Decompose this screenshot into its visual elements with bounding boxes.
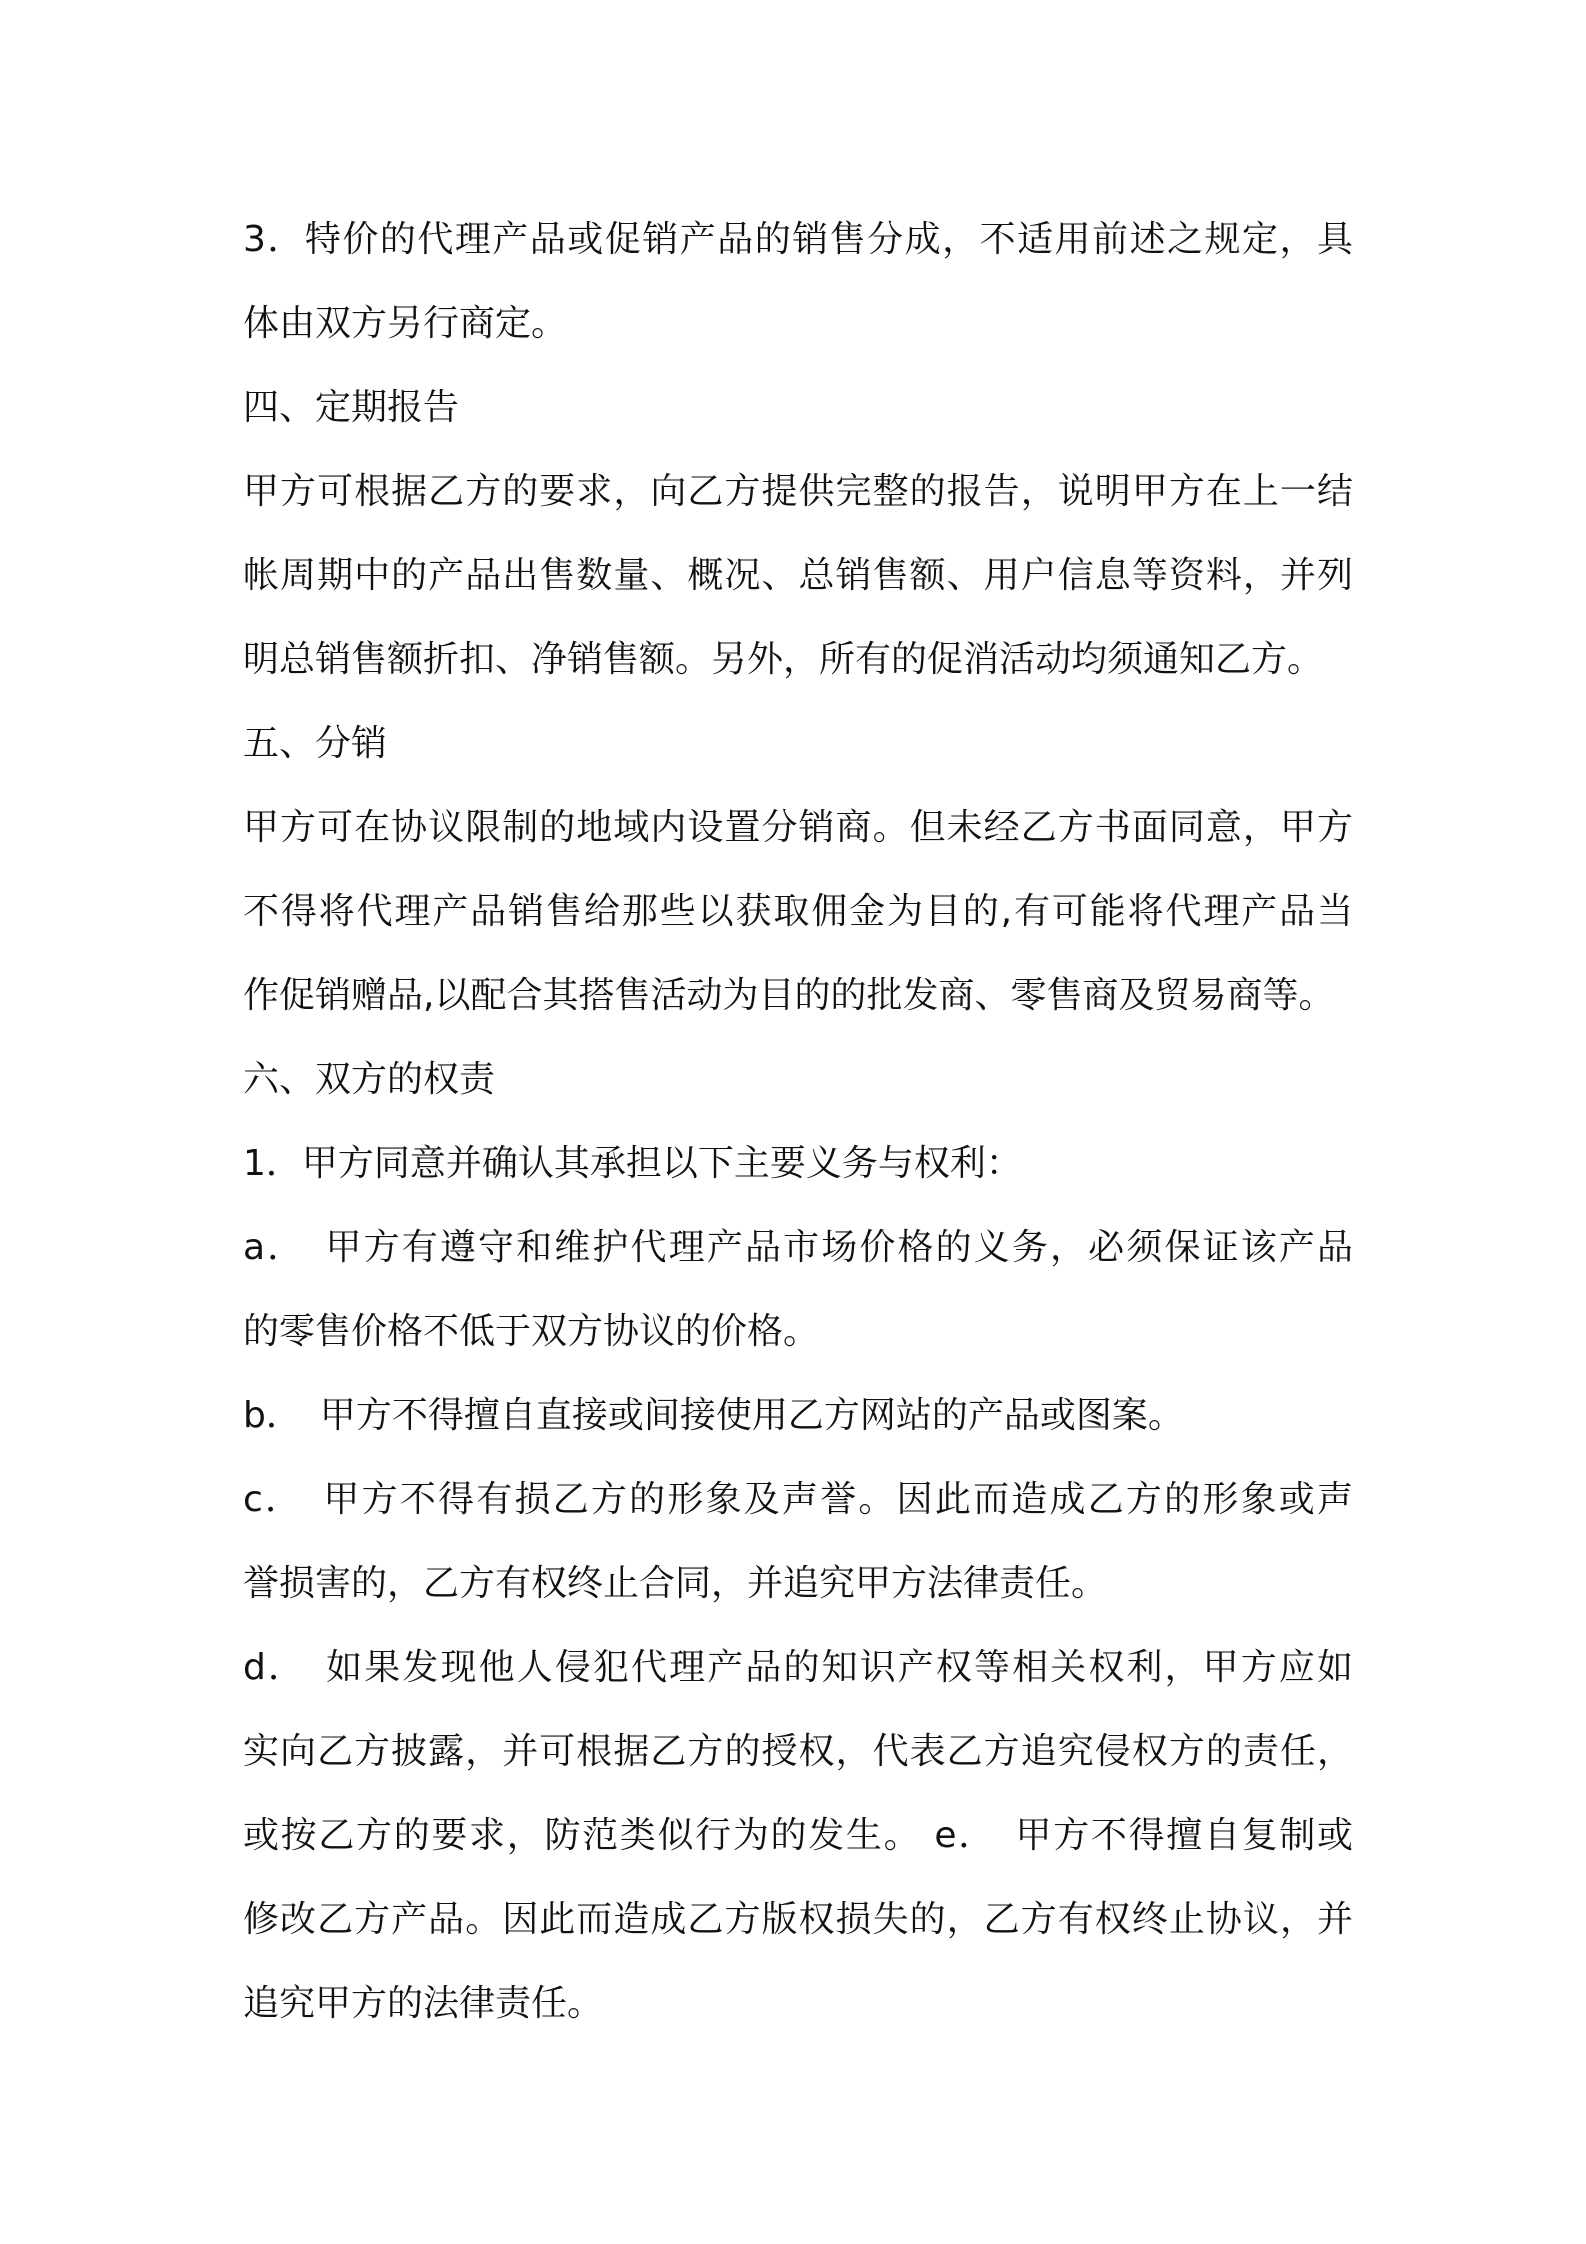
text-line: 或按乙方的要求，防范类似行为的发生。 e． 甲方不得擅自复制或 xyxy=(243,1815,1353,1856)
text-line: 1．甲方同意并确认其承担以下主要义务与权利： xyxy=(243,1143,1022,1184)
text-line: 甲方可根据乙方的要求，向乙方提供完整的报告，说明甲方在上一结 xyxy=(243,471,1353,512)
text-line: 明总销售额折扣、净销售额。另外，所有的促消活动均须通知乙方。 xyxy=(243,639,1324,680)
text-line: 帐周期中的产品出售数量、概况、总销售额、用户信息等资料，并列 xyxy=(243,555,1353,596)
text-line: 实向乙方披露，并可根据乙方的授权，代表乙方追究侵权方的责任， xyxy=(243,1731,1353,1772)
text-line: 甲方可在协议限制的地域内设置分销商。但未经乙方书面同意，甲方 xyxy=(243,807,1353,848)
text-line: 体由双方另行商定。 xyxy=(243,303,568,344)
text-line: 修改乙方产品。因此而造成乙方版权损失的，乙方有权终止协议，并 xyxy=(243,1899,1353,1940)
document-body xyxy=(243,198,1353,2046)
text-line: 不得将代理产品销售给那些以获取佣金为目的,有可能将代理产品当 xyxy=(243,891,1353,932)
text-line: c． 甲方不得有损乙方的形象及声誉。因此而造成乙方的形象或声 xyxy=(243,1479,1353,1520)
text-line: 誉损害的，乙方有权终止合同，并追究甲方法律责任。 xyxy=(243,1563,1108,1604)
text-line: d． 如果发现他人侵犯代理产品的知识产权等相关权利，甲方应如 xyxy=(243,1647,1353,1688)
text-line: 追究甲方的法律责任。 xyxy=(243,1983,604,2024)
text-line: 的零售价格不低于双方协议的价格。 xyxy=(243,1311,820,1352)
text-line: b． 甲方不得擅自直接或间接使用乙方网站的产品或图案。 xyxy=(243,1395,1184,1436)
text-line: 作促销赠品,以配合其搭售活动为目的的批发商、零售商及贸易商等。 xyxy=(243,975,1335,1016)
section-heading: 六、双方的权责 xyxy=(243,1059,496,1100)
section-heading: 五、分销 xyxy=(243,723,388,764)
section-heading: 四、定期报告 xyxy=(243,387,460,428)
text-line: 3．特价的代理产品或促销产品的销售分成，不适用前述之规定，具 xyxy=(243,219,1353,260)
text-line: a． 甲方有遵守和维护代理产品市场价格的义务，必须保证该产品 xyxy=(243,1227,1353,1268)
